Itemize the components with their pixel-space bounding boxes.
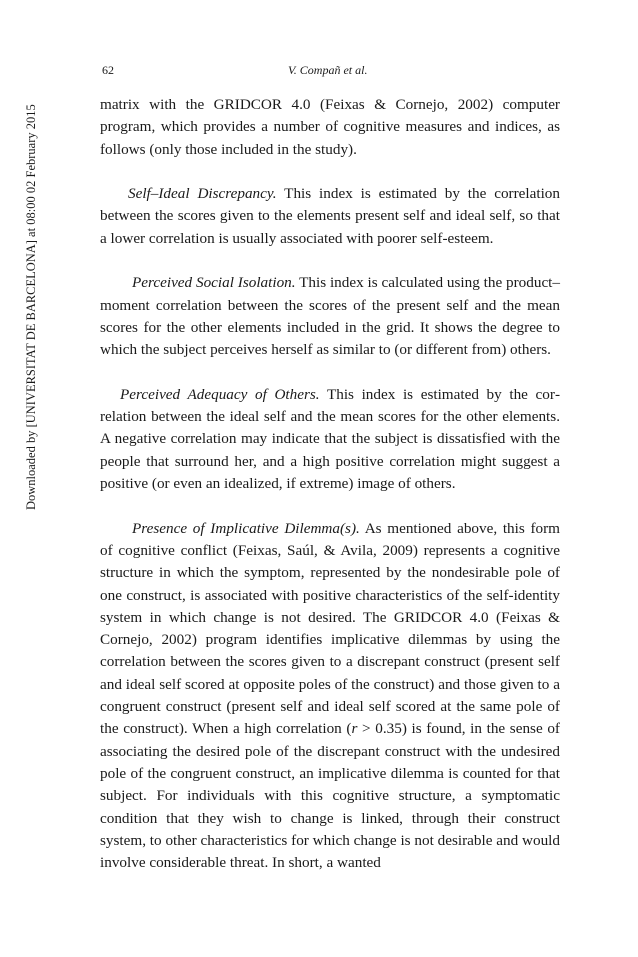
download-watermark: Downloaded by [UNIVERSITAT DE BARCELONA] at 08:00 02 February 2015	[24, 104, 38, 510]
paragraph-self-ideal-discrepancy	[100, 183, 560, 250]
paragraph-lead: Self–Ideal Discrepancy.	[128, 185, 277, 203]
paragraph-lead: Presence of Implicative Dilemma(s).	[132, 519, 360, 537]
page-number: 62	[102, 63, 114, 77]
page-header	[102, 63, 558, 79]
paragraph-text-continued: > 0.35) is found, in the sense of associating the desired pole of the discrepant construct with the undesired pole of the congruent construct, an implicative dilemma is counted for that subject. For individuals with this cognitive structure, a symptomatic condition that they wish to change is linked, through their construct system, to other characteristics for which change is not desirable and would involve considerable threat. In short, a wanted	[100, 720, 560, 872]
paragraph-lead: Perceived Adequacy of Others.	[120, 385, 320, 403]
body-text	[100, 94, 560, 874]
paragraph-lead: Perceived Social Isolation.	[132, 274, 296, 292]
paragraph-text: As mentioned above, this form of cognitive conflict (Feixas, Saúl, & Avila, 2009) represents a cognitive structure in which the symptom, represented by the nondesirable pole of one construct, is associated with positive characteristics of the self-identity system in which change is not desired. The GRIDCOR 4.0 (Feixas & Cornejo, 2002) program identifies implicative dilemmas by using the correlation between the scores given to a discrepant construct (present self and ideal self scored at opposite poles of the construct) and those given to a congruent construct (present self and ideal self scored at the same pole of the construct). When a high correlation (	[100, 519, 560, 738]
paragraph-implicative-dilemmas	[100, 518, 560, 875]
running-head: V. Compañ et al.	[288, 63, 368, 77]
paragraph-intro	[100, 94, 560, 161]
paragraph-text: This index is calculated using the product–moment correlation between the scores of the present self and the mean scores for the other elements included in the grid. It shows the degree to which the subject perceives herself as similar to (or different from) others.	[100, 274, 561, 359]
paragraph-text: This index is estimated by the correlation between the ideal self and the mean scores for the other elements. A negative correlation may indicate that the subject is dissatisfied with the people that surround her, and a high positive correlation might suggest a positive (or even an idealized, if extreme) image of others.	[100, 385, 560, 493]
paragraph-text: This index is estimated by the correlation between the scores given to the elements present self and ideal self, so that a lower correlation is usually associated with poorer self-esteem.	[100, 185, 560, 247]
correlation-variable: r	[351, 720, 358, 738]
paragraph-text: matrix with the GRIDCOR 4.0 (Feixas & Cornejo, 2002) computer program, which provides a number of cognitive measures and indices, as follows (only those included in the study).	[100, 96, 560, 158]
paragraph-perceived-social-isolation	[100, 272, 560, 361]
paragraph-perceived-adequacy-of-others	[100, 384, 560, 495]
